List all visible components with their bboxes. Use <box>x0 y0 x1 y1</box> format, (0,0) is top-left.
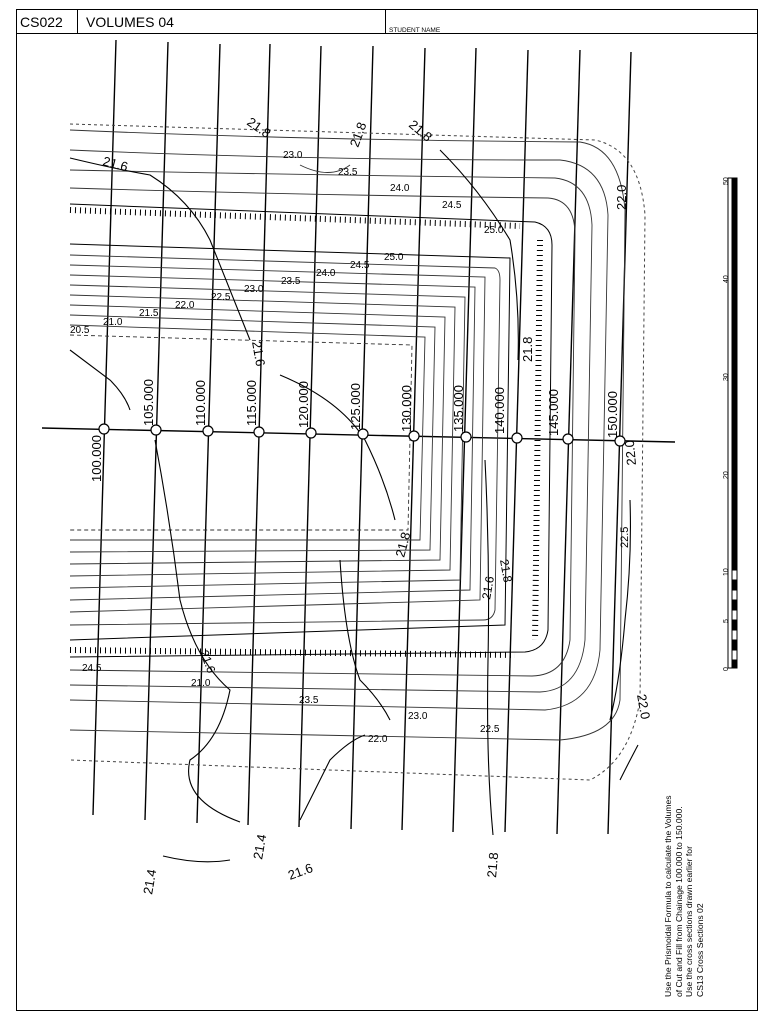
contour-label: 22.5 <box>619 526 631 548</box>
contour-label: 21.5 <box>139 308 159 319</box>
station-marker <box>461 432 471 442</box>
contour-label: 24.5 <box>82 663 102 674</box>
contour-label: 24.0 <box>316 268 336 279</box>
contour-label: 23.0 <box>244 284 264 295</box>
contour-label: 25.0 <box>384 252 404 263</box>
scale-label: 50 <box>723 177 730 185</box>
course-code: CS022 <box>17 10 78 34</box>
instruction-line: of Cut and Fill from Chainage 100.000 to 150.000. <box>673 806 684 997</box>
scale-bar <box>728 178 737 668</box>
contour-label: 21.8 <box>392 530 414 559</box>
chainage-label: 105.000 <box>141 379 156 426</box>
scale-label: 5 <box>723 619 730 623</box>
contour-label: 22.0 <box>614 184 629 210</box>
contour-label: 21.8 <box>406 116 436 145</box>
contour-value-labels <box>70 114 653 895</box>
chainage-label: 145.000 <box>546 389 561 436</box>
contour-label: 21.4 <box>250 832 270 861</box>
contour-label: 21.4 <box>140 867 160 896</box>
station-marker <box>99 424 109 434</box>
scale-label: 0 <box>723 667 730 671</box>
scale-label: 10 <box>723 568 730 576</box>
chainage-label: 150.000 <box>605 391 620 438</box>
contour-label: 21.8 <box>244 114 274 141</box>
scale-label: 40 <box>723 275 730 283</box>
instruction-line: Use the Prismoidal Formula to calculate the Volumes <box>663 795 673 997</box>
contour-label: 23.5 <box>338 167 358 178</box>
station-marker <box>254 427 264 437</box>
contour-label: 21.8 <box>484 851 502 879</box>
scale-label: 30 <box>723 373 730 381</box>
contour-label: 22.5 <box>211 292 231 303</box>
contour-label: 24.5 <box>350 260 370 271</box>
contour-label: 24.0 <box>390 183 410 194</box>
contour-label: 21.0 <box>191 678 211 689</box>
contour-label: 24.5 <box>442 200 462 211</box>
contour-label: 21.0 <box>103 317 123 328</box>
chainage-label: 125.000 <box>348 383 363 430</box>
contour-label: 20.5 <box>70 325 90 336</box>
instructions-note <box>663 747 705 997</box>
chainage-label: 120.000 <box>296 381 311 428</box>
contour-label: 21.6 <box>249 339 269 368</box>
chainage-label: 115.000 <box>244 379 259 426</box>
contour-label: 22.0 <box>634 692 654 721</box>
chainage-label: 110.000 <box>193 379 208 426</box>
ground-contours <box>70 150 638 862</box>
scale-label: 20 <box>723 471 730 479</box>
chainage-label: 140.000 <box>492 387 507 434</box>
contour-label: 21.6 <box>197 648 219 675</box>
instruction-line: CS13 Cross Sections 02 <box>694 903 705 997</box>
contour-label: 25.0 <box>484 225 504 236</box>
station-marker <box>563 434 573 444</box>
contour-label: 21.6 <box>479 575 498 601</box>
chainage-label: 130.000 <box>399 385 414 432</box>
contour-label: 22.5 <box>480 724 500 735</box>
chainage-label: 135.000 <box>451 385 466 432</box>
contour-label: 22.0 <box>368 734 388 745</box>
instruction-line: Use the cross sections drawn earlier for <box>684 846 695 997</box>
contour-label: 21.8 <box>497 558 515 584</box>
contour-label: 21.6 <box>101 153 130 175</box>
contour-label: 21.6 <box>285 860 315 883</box>
contour-label: 23.5 <box>281 276 301 287</box>
student-name-label: STUDENT NAME <box>389 27 441 34</box>
contour-label: 21.8 <box>346 120 370 150</box>
contour-label: 22.0 <box>175 300 195 311</box>
contour-label: 23.0 <box>408 711 428 722</box>
station-marker <box>306 428 316 438</box>
sheet-title: VOLUMES 04 <box>78 10 386 34</box>
chainage-label: 100.000 <box>89 435 104 482</box>
contour-label: 23.0 <box>283 150 303 161</box>
contour-label: 22.0 <box>621 439 639 467</box>
station-marker <box>512 433 522 443</box>
contour-label: 23.5 <box>299 695 319 706</box>
contour-label: 21.8 <box>520 336 535 362</box>
station-marker <box>203 426 213 436</box>
